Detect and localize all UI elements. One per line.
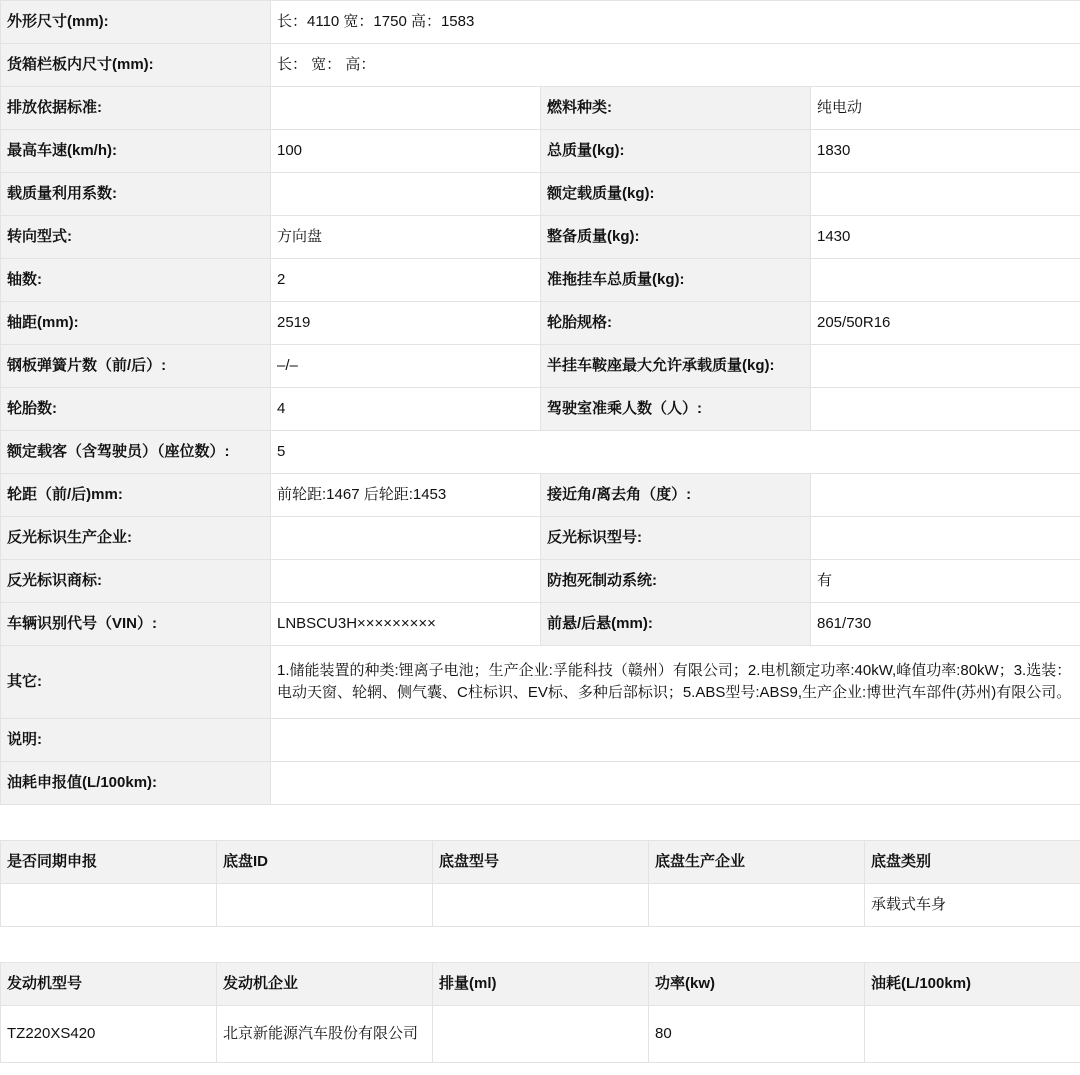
spec-label: 油耗申报值(L/100km): [1, 762, 271, 805]
spec-label: 排放依据标准: [1, 87, 271, 130]
spec-value: 长： 宽： 高： [271, 44, 1080, 87]
spec-label: 反光标识生产企业: [1, 517, 271, 560]
spec-value: 205/50R16 [811, 302, 1080, 345]
spec-value: 长：4110 宽：1750 高：1583 [271, 1, 1080, 44]
chassis-header-manufacturer: 底盘生产企业 [649, 841, 865, 884]
spec-label: 前悬/后悬(mm): [541, 603, 811, 646]
chassis-table [0, 840, 1080, 927]
spec-label: 准拖挂车总质量(kg): [541, 259, 811, 302]
spec-row [1, 560, 1080, 603]
spec-value [811, 345, 1080, 388]
spec-value [271, 560, 541, 603]
spec-value [811, 474, 1080, 517]
spec-label: 转向型式: [1, 216, 271, 259]
spec-label: 轴距(mm): [1, 302, 271, 345]
spec-row [1, 216, 1080, 259]
spec-label: 其它: [1, 646, 271, 719]
spec-row [1, 517, 1080, 560]
spec-label: 反光标识商标: [1, 560, 271, 603]
spec-label: 接近角/离去角（度）: [541, 474, 811, 517]
spec-value: 方向盘 [271, 216, 541, 259]
chassis-manufacturer-value [649, 884, 865, 927]
spec-row [1, 762, 1080, 805]
spec-row [1, 388, 1080, 431]
spec-value [271, 173, 541, 216]
spec-label: 燃料种类: [541, 87, 811, 130]
spec-row [1, 87, 1080, 130]
engine-table [0, 962, 1080, 1063]
engine-data-row [1, 1006, 1080, 1063]
spec-label: 最高车速(km/h): [1, 130, 271, 173]
spec-label: 整备质量(kg): [541, 216, 811, 259]
chassis-model-value [433, 884, 649, 927]
spec-label: 货箱栏板内尺寸(mm): [1, 44, 271, 87]
spec-value: –/– [271, 345, 541, 388]
chassis-header-id: 底盘ID [217, 841, 433, 884]
chassis-category-value: 承载式车身 [865, 884, 1080, 927]
spec-value: LNBSCU3H××××××××× [271, 603, 541, 646]
spec-value: 1430 [811, 216, 1080, 259]
spec-value: 2519 [271, 302, 541, 345]
spec-value [271, 87, 541, 130]
spec-label: 说明: [1, 719, 271, 762]
spec-value: 4 [271, 388, 541, 431]
spec-label: 轮胎规格: [541, 302, 811, 345]
spec-value: 前轮距:1467 后轮距:1453 [271, 474, 541, 517]
engine-power-value: 80 [649, 1006, 865, 1063]
chassis-header-category: 底盘类别 [865, 841, 1080, 884]
spec-value: 5 [271, 431, 1080, 474]
spec-row [1, 603, 1080, 646]
engine-header-model: 发动机型号 [1, 963, 217, 1006]
spec-value [811, 259, 1080, 302]
chassis-id-value [217, 884, 433, 927]
chassis-data-row [1, 884, 1080, 927]
spec-value [811, 517, 1080, 560]
spec-label: 钢板弹簧片数（前/后）: [1, 345, 271, 388]
spec-row [1, 1, 1080, 44]
engine-company-value: 北京新能源汽车股份有限公司 [217, 1006, 433, 1063]
spec-label: 轮胎数: [1, 388, 271, 431]
spec-label: 防抱死制动系统: [541, 560, 811, 603]
spec-row [1, 719, 1080, 762]
spec-value: 100 [271, 130, 541, 173]
engine-header-power: 功率(kw) [649, 963, 865, 1006]
spec-row [1, 302, 1080, 345]
spec-value: 861/730 [811, 603, 1080, 646]
spec-value: 纯电动 [811, 87, 1080, 130]
spec-row [1, 431, 1080, 474]
spec-label: 外形尺寸(mm): [1, 1, 271, 44]
chassis-header-same-period: 是否同期申报 [1, 841, 217, 884]
spec-row [1, 173, 1080, 216]
spec-label: 半挂车鞍座最大允许承载质量(kg): [541, 345, 811, 388]
spec-label: 载质量利用系数: [1, 173, 271, 216]
engine-displacement-value [433, 1006, 649, 1063]
spec-value: 1830 [811, 130, 1080, 173]
spec-value [271, 762, 1080, 805]
engine-header-row [1, 963, 1080, 1006]
spec-row [1, 44, 1080, 87]
engine-header-company: 发动机企业 [217, 963, 433, 1006]
spec-label: 反光标识型号: [541, 517, 811, 560]
spec-value: 有 [811, 560, 1080, 603]
spec-value [811, 388, 1080, 431]
spec-row [1, 345, 1080, 388]
engine-fuel-consumption-value [865, 1006, 1080, 1063]
spec-label: 额定载客（含驾驶员）（座位数）: [1, 431, 271, 474]
chassis-header-row [1, 841, 1080, 884]
spec-row [1, 259, 1080, 302]
spec-row [1, 474, 1080, 517]
spec-label: 车辆识别代号（VIN）: [1, 603, 271, 646]
spec-label: 轮距（前/后)mm: [1, 474, 271, 517]
spec-row [1, 130, 1080, 173]
spec-value: 2 [271, 259, 541, 302]
spec-value: 1.储能装置的种类:锂离子电池；生产企业:孚能科技（赣州）有限公司；2.电机额定功率:40kW,峰值功率:80kW；3.选装：电动天窗、轮辋、侧气囊、C柱标识、EV标、多种后部标识；5.ABS型号:ABS9,生产企业:博世汽车部件(苏州)有限公司。 [271, 646, 1080, 719]
engine-header-fuel-consumption: 油耗(L/100km) [865, 963, 1080, 1006]
chassis-header-model: 底盘型号 [433, 841, 649, 884]
spec-value [811, 173, 1080, 216]
spec-label: 总质量(kg): [541, 130, 811, 173]
spec-value [271, 517, 541, 560]
chassis-same-period-value [1, 884, 217, 927]
spec-label: 额定载质量(kg): [541, 173, 811, 216]
engine-header-displacement: 排量(ml) [433, 963, 649, 1006]
spec-row [1, 646, 1080, 719]
spec-label: 轴数: [1, 259, 271, 302]
engine-model-value: TZ220XS420 [1, 1006, 217, 1063]
spec-label: 驾驶室准乘人数（人）: [541, 388, 811, 431]
spec-value [271, 719, 1080, 762]
